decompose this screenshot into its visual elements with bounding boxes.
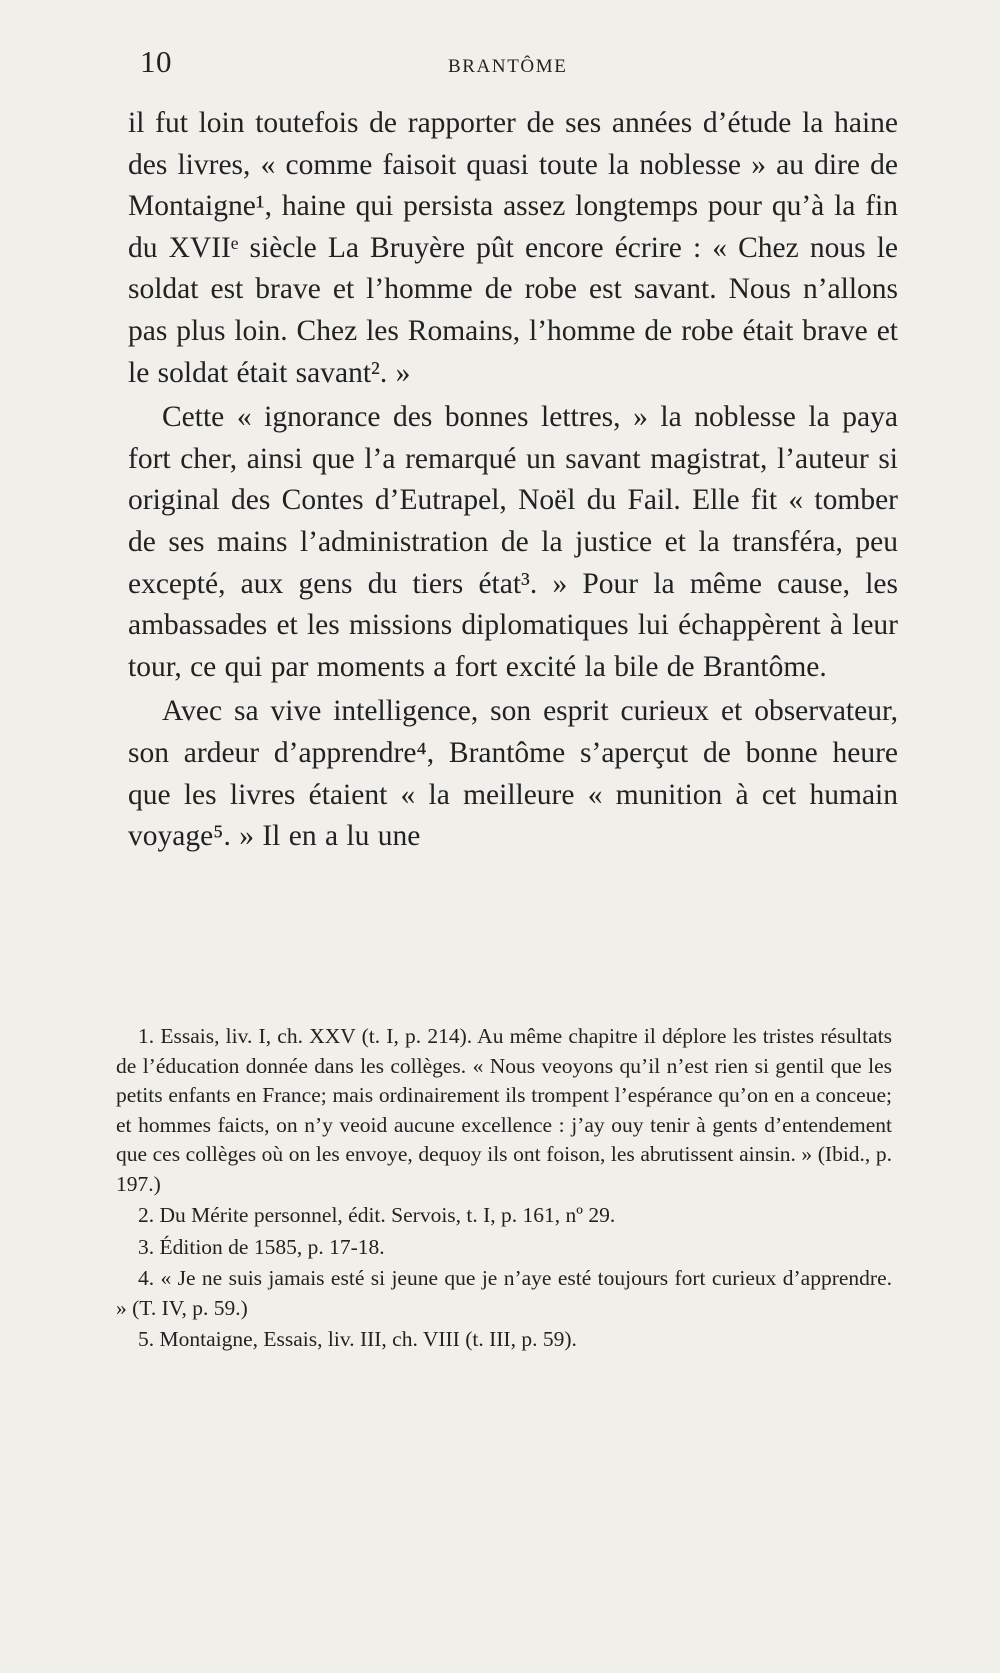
page-header (128, 44, 898, 84)
paragraph: Avec sa vive intelligence, son esprit curieux et observateur, son ardeur d’apprendre⁴, Brantôme s’aperçut de bonne heure que les livres étaient « la meilleure « munition à cet humain voyage⁵. » Il en a lu une (128, 695, 898, 853)
paragraph: Cette « ignorance des bonnes lettres, » la noblesse la paya fort cher, ainsi que l’a remarqué un savant magistrat, l’auteur si original des Contes d’Eutrapel, Noël du Fail. Elle fit « tomber de ses mains l’administration de la justice et la transféra, peu excepté, aux gens du tiers état³. » Pour la même cause, les ambassades et les missions diplomatiques lui échappèrent à leur tour, ce qui par moments a fort excité la bile de Brantôme. (128, 401, 898, 683)
footnote: 5. Montaigne, Essais, liv. III, ch. VIII (t. III, p. 59). (138, 1327, 577, 1351)
paragraph: il fut loin toutefois de rapporter de ses années d’étude la haine des livres, « comme faisoit quasi toute la noblesse » au dire de Montaigne¹, haine qui persista assez longtemps pour qu’à la fin du XVIIᵉ siècle La Bruyère pût encore écrire : « Chez nous le soldat est brave et l’homme de robe est savant. Nous n’allons pas plus loin. Chez les Romains, l’homme de robe était brave et le soldat était savant². » (128, 107, 898, 389)
main-text (128, 103, 898, 858)
footnotes (116, 1022, 892, 1355)
page-number: 10 (140, 44, 172, 79)
footnote: 1. Essais, liv. I, ch. XXV (t. I, p. 214). Au même chapitre il déplore les tristes résultats de l’éducation donnée dans les collèges. « Nous veoyons qu’il n’est rien si gentil que les petits enfants en France; mais ordinairement ils trompent l’espérance qu’on en a conceue; et hommes faicts, on n’y veoid aucune excellence : j’ay ouy tenir à gents d’entendement que ces collèges où on les envoye, dequoy ils ont foison, les abrutissent ainsin. » (Ibid., p. 197.) (116, 1024, 892, 1196)
footnote: 3. Édition de 1585, p. 17-18. (138, 1234, 385, 1259)
footnote: 4. « Je ne suis jamais esté si jeune que je n’aye esté toujours fort curieux d’apprendre. » (T. IV, p. 59.) (116, 1266, 892, 1320)
footnote: 2. Du Mérite personnel, édit. Servois, t. I, p. 161, nº 29. (138, 1203, 616, 1227)
running-head: BRANTÔME (448, 56, 568, 77)
